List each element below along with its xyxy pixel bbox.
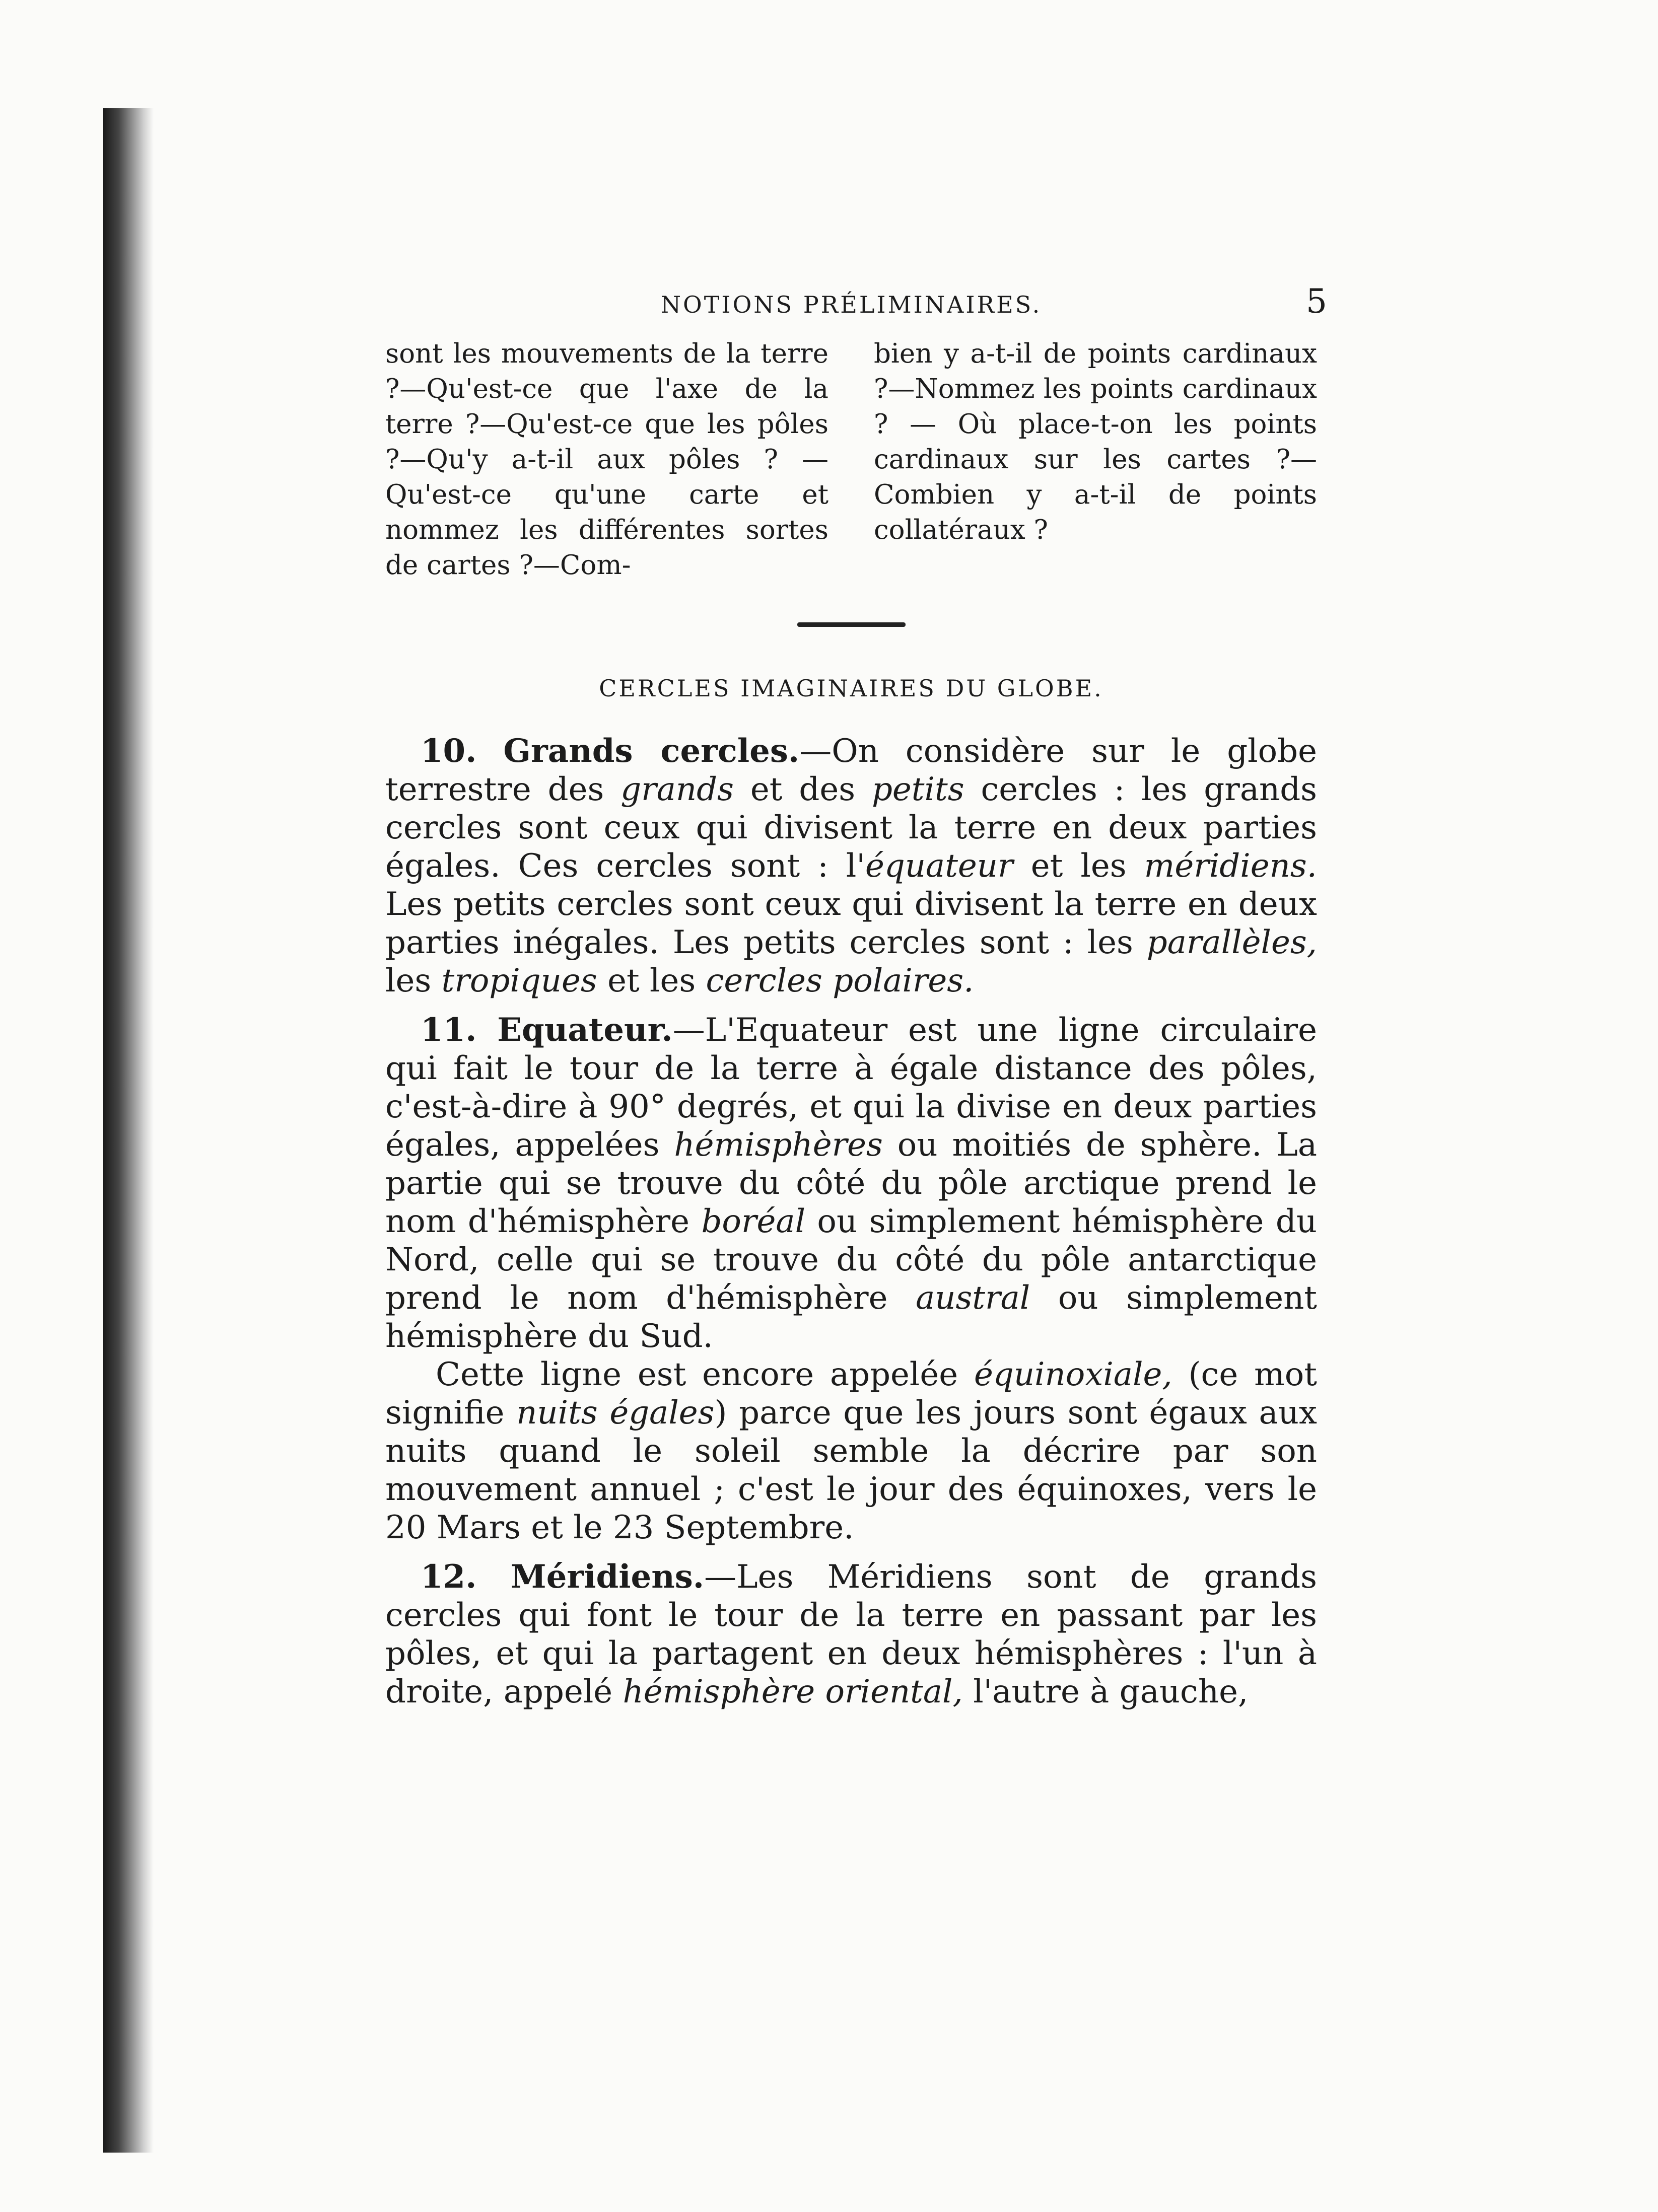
paragraph-text: l'autre à gauche, xyxy=(962,1673,1249,1710)
paragraph-number: 11. xyxy=(421,1011,477,1049)
paragraph-text: ou moitiés de sphère. La partie qui se trouve du côté du pôle arctique prend le nom d'hémisphère xyxy=(385,1126,1318,1240)
italic-term: hémisphère oriental, xyxy=(623,1673,963,1710)
paragraph-text: ou simplement hémisphère du Sud. xyxy=(385,1279,1318,1355)
paragraph-text: —On considère sur le globe terrestre des xyxy=(385,733,1318,808)
paragraph-text: et les xyxy=(597,962,706,1000)
italic-term: équinoxiale, xyxy=(974,1356,1172,1393)
paragraph-text: Les petits cercles sont ceux qui divisent la terre en deux parties inégales. Les petits cercles sont : les xyxy=(385,886,1317,961)
italic-term: tropiques xyxy=(441,962,597,1000)
running-head xyxy=(385,282,1327,327)
section-title: CERCLES IMAGINAIRES DU GLOBE. xyxy=(599,675,1103,702)
paragraph-text: et des xyxy=(733,771,872,808)
italic-term: boréal xyxy=(701,1203,806,1240)
running-title: NOTIONS PRÉLIMINAIRES. xyxy=(660,291,1042,318)
italic-term: méridiens. xyxy=(1144,847,1317,885)
italic-term: équateur xyxy=(865,847,1013,885)
paragraph-heading: Méridiens. xyxy=(510,1558,705,1596)
italic-term: petits xyxy=(871,771,964,808)
paragraph-text: ou simplement hémisphère du Nord, celle qui se trouve du côté du pôle antarctique prend le nom d'hémisphère xyxy=(385,1203,1318,1317)
paragraph-11 xyxy=(385,1011,1317,1355)
paragraph-number: 10. xyxy=(421,732,477,770)
paragraph-text: et les xyxy=(1013,847,1144,885)
paragraph-12 xyxy=(385,1558,1317,1711)
italic-term: cercles polaires. xyxy=(706,962,974,1000)
paragraph-number: 12. xyxy=(421,1558,477,1596)
book-page xyxy=(385,282,1327,1711)
paragraph-text: —L'Equateur est une ligne circulaire qui fait le tour de la terre à égale distance des pôles, c'est-à-dire à 90° degrés, et qui la divise en deux parties égales, appelées xyxy=(385,1012,1318,1164)
italic-term: nuits égales xyxy=(516,1394,715,1432)
paragraph-text: —Les Méridiens sont de grands cercles qui font le tour de la terre en passant par les pôles, et qui la partagent en deux hémisphères : l'un à droite, appelé xyxy=(385,1558,1318,1710)
paragraph-text: (ce mot signifie xyxy=(385,1356,1318,1432)
paragraph-heading: Grands cercles. xyxy=(503,732,800,770)
paragraph-heading: Equateur. xyxy=(497,1011,673,1049)
italic-term: austral xyxy=(916,1279,1030,1317)
questions-right-column: bien y a-t-il de points cardinaux ?—Nommez les points cardinaux ? — Où place-t-on les points cardinaux sur les cartes ?—Combien y a-t-il de points collatéraux ? xyxy=(874,338,1317,545)
paragraph-text: les xyxy=(385,962,442,1000)
page-number: 5 xyxy=(1306,282,1327,321)
questions-left-column: sont les mouvements de la terre ?—Qu'est-ce que l'axe de la terre ?—Qu'est-ce que les pôles ?—Qu'y a-t-il aux pôles ? — Qu'est-ce qu'une carte et nommez les différentes sortes de cartes ?—Com- xyxy=(385,338,828,581)
italic-term: hémisphères xyxy=(674,1126,883,1164)
paragraph-text: cercles : les grands cercles sont ceux qui divisent la terre en deux parties égales. Ces cercles sont : l' xyxy=(385,771,1317,885)
section-divider xyxy=(797,622,906,627)
paragraph-text: Cette ligne est encore appelée xyxy=(436,1356,974,1393)
paragraph-text: ) parce que les jours sont égaux aux nuits quand le soleil semble la décrire par son mouvement annuel ; c'est le jour des équinoxes, vers le 20 Mars et le 23 Septembre. xyxy=(385,1394,1318,1546)
review-questions xyxy=(385,336,1317,583)
binding-shadow xyxy=(103,108,154,2153)
italic-term: grands xyxy=(620,771,734,808)
paragraph-11-continued xyxy=(385,1355,1317,1547)
paragraph-10 xyxy=(385,732,1317,1000)
italic-term: parallèles, xyxy=(1146,924,1317,961)
